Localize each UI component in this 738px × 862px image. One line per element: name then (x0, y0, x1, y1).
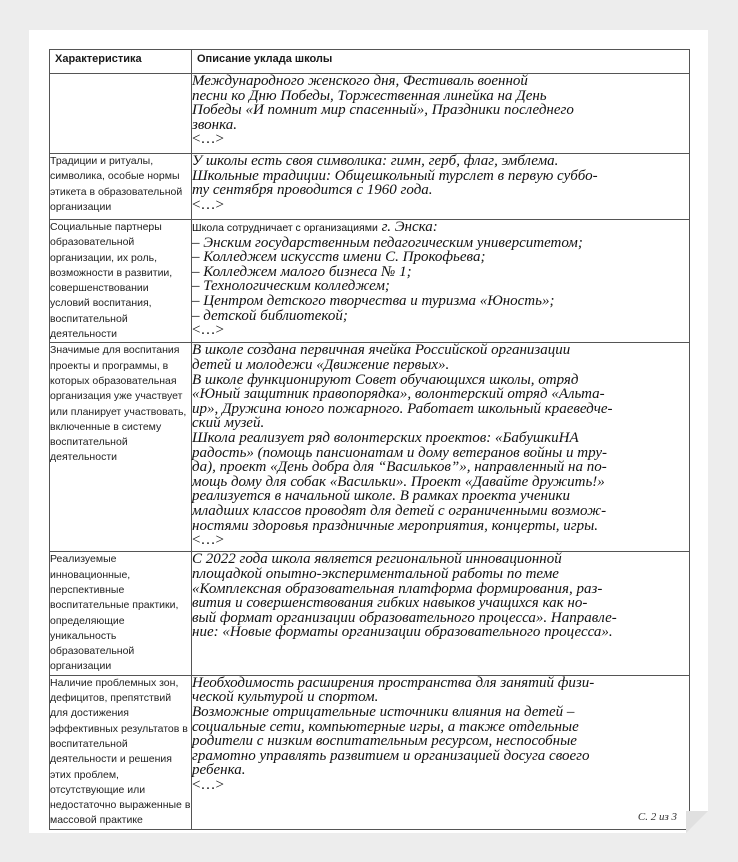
description-line: ир», Дружина юного пожарного. Работает школьный краеведче- (192, 400, 613, 417)
ellipsis-marker: <…> (192, 131, 224, 148)
description-line: У школы есть своя символика: гимн, герб, флаг, эмблема. (192, 153, 559, 169)
table-row (50, 675, 690, 829)
description-line: ский музей. (192, 415, 265, 432)
page-corner-fold (686, 811, 708, 833)
school-structure-table (49, 49, 690, 830)
description-line: ностями здоровья праздничные мероприятия, концерты, игры. (192, 517, 599, 534)
row-description (192, 343, 690, 552)
table-row (50, 74, 690, 154)
description-line: радость» (помощь пансионатам и дому ветеранов войны и тру- (192, 444, 608, 461)
row-description (192, 220, 690, 343)
description-line: вития и совершенствования гибких навыков учащихся как но- (192, 595, 588, 612)
row-description (192, 675, 690, 829)
description-line: В школе функционируют Совет обучающихся школы, отряд (192, 371, 579, 388)
table-row (50, 343, 690, 552)
description-line: социальные сети, компьютерные игры, а также отдельные (192, 718, 579, 735)
column-header: Описание уклада школы (192, 50, 690, 74)
description-line: мощь дому для собак «Васильки». Проект «Давайте дружить!» (192, 473, 605, 490)
table-row (50, 154, 690, 220)
description-line: ребенка. (192, 762, 246, 779)
description-line: реализуется в начальной школе. В рамках проекта ученики (192, 488, 570, 505)
description-line: Школа реализует ряд волонтерских проектов: «БабушкиНА (192, 429, 579, 446)
description-line: – Энским государственным педагогическим университетом; (192, 234, 583, 251)
row-label: Значимые для воспитания проекты и программы, в которых образовательная организация уже участвует или планирует участвовать, включенные в систему воспитательной деятельности (50, 343, 192, 552)
description-line: – Технологическим колледжем; (192, 278, 390, 295)
description-line: площадкой опытно-экспериментальной работы по теме (192, 565, 559, 582)
table-row (50, 552, 690, 675)
row-description (192, 74, 690, 154)
description-intro: Школа сотрудничает с организациями (192, 222, 378, 234)
row-description (192, 552, 690, 675)
description-intro-city: г. Энска: (377, 219, 438, 235)
table-row (50, 220, 690, 343)
row-label: Наличие проблемных зон, дефицитов, препятствий для достижения эффективных результатов в воспитательной деятельности и решения этих проблем, отсутствующие или недостаточно выраженные в массовой практике (50, 675, 192, 829)
ellipsis-marker: <…> (192, 322, 224, 339)
description-line: родители с низким воспитательным ресурсом, неспособные (192, 733, 577, 750)
description-line: ние: «Новые форматы организации образовательного процесса». (192, 624, 613, 641)
row-label: Реализуемые инновационные, перспективные воспитательные практики, определяющие уникальность образовательной организации (50, 552, 192, 675)
description-line: Победы «И помнит мир спасенный», Праздники последнего (192, 102, 574, 119)
description-line: песни ко Дню Победы, Торжественная линейка на День (192, 87, 547, 104)
description-line: В школе создана первичная ячейка Российской организации (192, 342, 571, 359)
description-line: ческой культурой и спортом. (192, 689, 379, 706)
description-line: – детской библиотекой; (192, 307, 348, 324)
document-page (29, 30, 708, 833)
table-header-row (50, 50, 690, 74)
description-line: да), проект «День добра для “Васильков”», направленный на по- (192, 459, 607, 476)
description-line: грамотно управлять развитием и организацией досуга своего (192, 747, 590, 764)
description-line: детей и молодежи «Движение первых». (192, 356, 450, 373)
description-line: «Комплексная образовательная платформа формирования, раз- (192, 580, 603, 597)
ellipsis-marker: <…> (192, 196, 224, 213)
description-line: Школьные традиции: Общешкольный турслет в первую суббо- (192, 167, 598, 184)
description-line: «Юный защитник правопорядка», волонтерский отряд «Альта- (192, 386, 605, 403)
description-line: С 2022 года школа является региональной инновационной (192, 551, 562, 568)
description-line: Необходимость расширения пространства для занятий физи- (192, 674, 595, 691)
ellipsis-marker: <…> (192, 776, 224, 793)
description-line: младших классов проводят для детей с ограниченными возмож- (192, 502, 607, 519)
description-line: Международного женского дня, Фестиваль военной (192, 73, 528, 89)
row-label: Социальные партнеры образовательной организации, их роль, возможности в развитии, совершенствовании условий воспитания, воспитательной деятельности (50, 220, 192, 343)
description-line: – Центром детского творчества и туризма «Юность»; (192, 292, 555, 309)
row-label: Традиции и ритуалы, символика, особые нормы этикета в образовательной организации (50, 154, 192, 220)
page-number: С. 2 из 3 (637, 811, 677, 823)
row-label (50, 74, 192, 154)
column-header: Характеристика (50, 50, 192, 74)
description-line: вый формат организации образовательного процесса». Направле- (192, 609, 617, 626)
description-line: звонка. (192, 116, 237, 133)
description-line: ту сентября проводится с 1960 года. (192, 182, 433, 199)
description-line: – Колледжем искусств имени С. Прокофьева; (192, 249, 486, 266)
description-line: Возможные отрицательные источники влияния на детей – (192, 703, 575, 720)
description-line: – Колледжем малого бизнеса № 1; (192, 263, 412, 280)
ellipsis-marker: <…> (192, 532, 224, 549)
row-description (192, 154, 690, 220)
